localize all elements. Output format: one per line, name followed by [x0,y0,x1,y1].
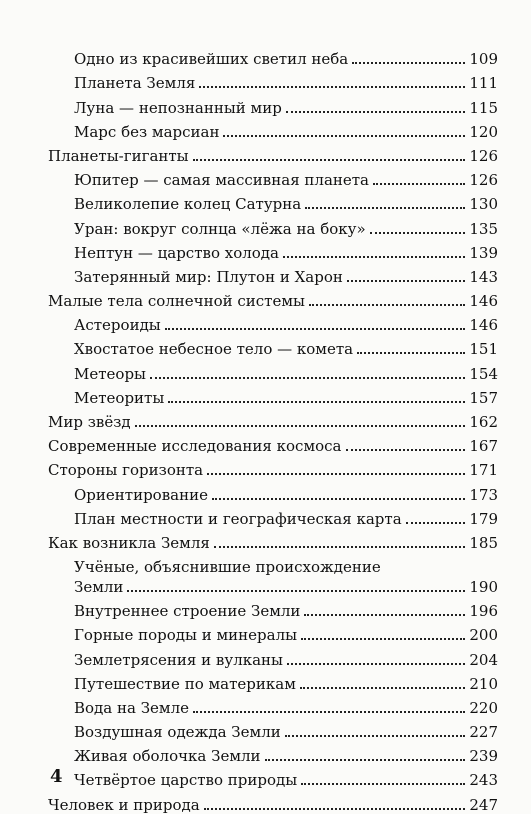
toc-entry [48,358,498,382]
toc-entry-title: Четвёртое царство природы [74,771,298,790]
dot-leader [265,758,466,761]
toc-entry-page: 154 [469,364,498,383]
toc-entry-page: 171 [469,461,498,480]
toc-entry [48,552,498,596]
dot-leader [207,472,465,475]
toc-entry-page: 227 [469,723,498,742]
toc-entry-title: Астероиды [74,316,161,335]
toc-entry [48,310,498,334]
toc-entry-line2 [74,576,498,596]
toc-entry-page: 210 [469,674,498,693]
dot-leader [135,424,466,427]
toc-entry-page: 120 [469,122,498,141]
dot-leader [193,158,466,161]
toc-entry-title: Юпитер — самая массивная планета [74,171,370,190]
toc-entry-title: Метеориты [74,388,165,407]
toc-entry-title: Уран: вокруг солнца «лёжа на боку» [74,219,366,238]
toc-entry-page: 126 [469,146,498,165]
dot-leader [150,376,465,379]
toc-entry-page: 239 [469,747,498,766]
toc-entry-page: 162 [469,413,498,431]
toc-entry-page: 126 [469,171,498,190]
toc-entry [48,68,498,92]
dot-leader [286,110,466,113]
toc-entry [48,644,498,668]
toc-entry-page: 146 [469,316,498,335]
toc-entry-page: 111 [469,74,498,93]
dot-leader [127,589,465,592]
toc-entry-title: Великолепие колец Сатурна [74,195,302,214]
toc-entry-page: 179 [469,509,498,528]
toc-entry-title: Метеоры [74,364,146,383]
toc-entry-page: 139 [469,243,498,262]
dot-leader [212,497,465,500]
toc-entry [48,789,498,813]
dot-leader [370,231,466,234]
toc-entry-title: Земли [74,577,124,596]
toc-entry-page: 190 [469,577,498,596]
toc-entry-title: Луна — непознанный мир [74,98,282,117]
toc-entry-title: Марс без марсиан [74,122,220,141]
dot-leader [357,351,465,354]
dot-leader [346,448,466,451]
toc-entry-page: 247 [469,795,498,814]
toc-entry-title: Воздушная одежда Земли [74,723,281,742]
toc-entry-page: 143 [469,267,498,286]
dot-leader [352,61,465,64]
toc-entry-title-line1: Учёные, объяснившие происхождение [74,557,381,576]
toc-entry [48,334,498,358]
toc-entry [48,165,498,189]
toc-entry [48,717,498,741]
toc-entry-page: 157 [469,388,498,407]
toc-entry-title: Нептун — царство холода [74,243,279,262]
toc-entry-title: Землетрясения и вулканы [74,650,283,669]
toc-entry [48,528,498,552]
toc-entry-page: 173 [469,485,498,504]
toc-entry [48,189,498,213]
dot-leader [287,662,465,665]
toc-entry-page: 135 [469,219,498,238]
toc-entry-title: Человек и природа [48,795,200,814]
toc-entry [48,431,498,455]
dot-leader [304,613,465,616]
toc-entry-page: 167 [469,437,498,456]
toc-entry-title: Горные породы и минералы [74,626,298,645]
toc-entry [48,479,498,503]
toc-entry [48,44,498,68]
toc-entry [48,620,498,644]
toc-entry-page: 146 [469,292,498,311]
toc-entry [48,669,498,693]
dot-leader [406,521,466,524]
toc-entry-title: Путешествие по материкам [74,674,296,693]
dot-leader [168,400,465,403]
toc-entry [48,693,498,717]
toc-entry [48,92,498,116]
toc-entry-title: Ориентирование [74,485,208,504]
toc-entry [48,596,498,620]
dot-leader [373,182,465,185]
toc-entry-title: Внутреннее строение Земли [74,602,301,621]
dot-leader [301,637,465,640]
dot-leader [165,327,466,330]
toc-entry-title: Планета Земля [74,74,196,93]
toc-entry-page: 204 [469,650,498,669]
toc-entry [48,262,498,286]
toc-entry-title: Живая оболочка Земли [74,747,261,766]
toc-entry-page: 130 [469,195,498,214]
toc-entry-title: Затерянный мир: Плутон и Харон [74,267,343,286]
dot-leader [305,206,465,209]
dot-leader [300,686,466,689]
dot-leader [223,134,465,137]
dot-leader [204,807,466,810]
toc-entry-page: 243 [469,771,498,790]
toc-entry [48,741,498,765]
toc-entry-title: Стороны горизонта [48,461,204,480]
page-number: 4 [50,766,63,787]
dot-leader [199,85,465,88]
toc-entry-title: Малые тела солнечной системы [48,292,305,311]
dot-leader [193,710,465,713]
dot-leader [309,303,465,306]
toc-entry [48,213,498,237]
toc-entry-page: 220 [469,698,498,717]
toc-entry [48,407,498,431]
dot-leader [301,782,465,785]
toc-entry [48,504,498,528]
toc-entry [48,141,498,165]
toc-entry [48,765,498,789]
toc-entry-page: 200 [469,626,498,645]
toc-entry [48,117,498,141]
toc-entry-title: Одно из красивейших светил неба [74,50,349,69]
toc-entry-title: Вода на Земле [74,698,190,717]
toc-entry [48,455,498,479]
toc-entry-page: 115 [469,98,498,117]
toc-entry-title: План местности и географическая карта [74,509,402,528]
toc-entry-page: 185 [469,533,498,552]
toc-entry-title: Планеты-гиганты [48,146,189,165]
toc-entry [48,286,498,310]
dot-leader [214,545,466,548]
toc-entry [48,383,498,407]
toc-entry-title: Мир звёзд [48,413,131,431]
toc-entry-page: 151 [469,340,498,359]
toc-entry-page: 196 [469,602,498,621]
toc-entry [48,238,498,262]
toc-entry-page: 109 [469,50,498,69]
toc-entry-title: Хвостатое небесное тело — комета [74,340,354,359]
toc-entry-title: Современные исследования космоса [48,437,342,456]
toc-entry-title: Как возникла Земля [48,533,210,552]
dot-leader [283,255,465,258]
table-of-contents [48,44,498,814]
dot-leader [285,734,466,737]
dot-leader [347,279,465,282]
